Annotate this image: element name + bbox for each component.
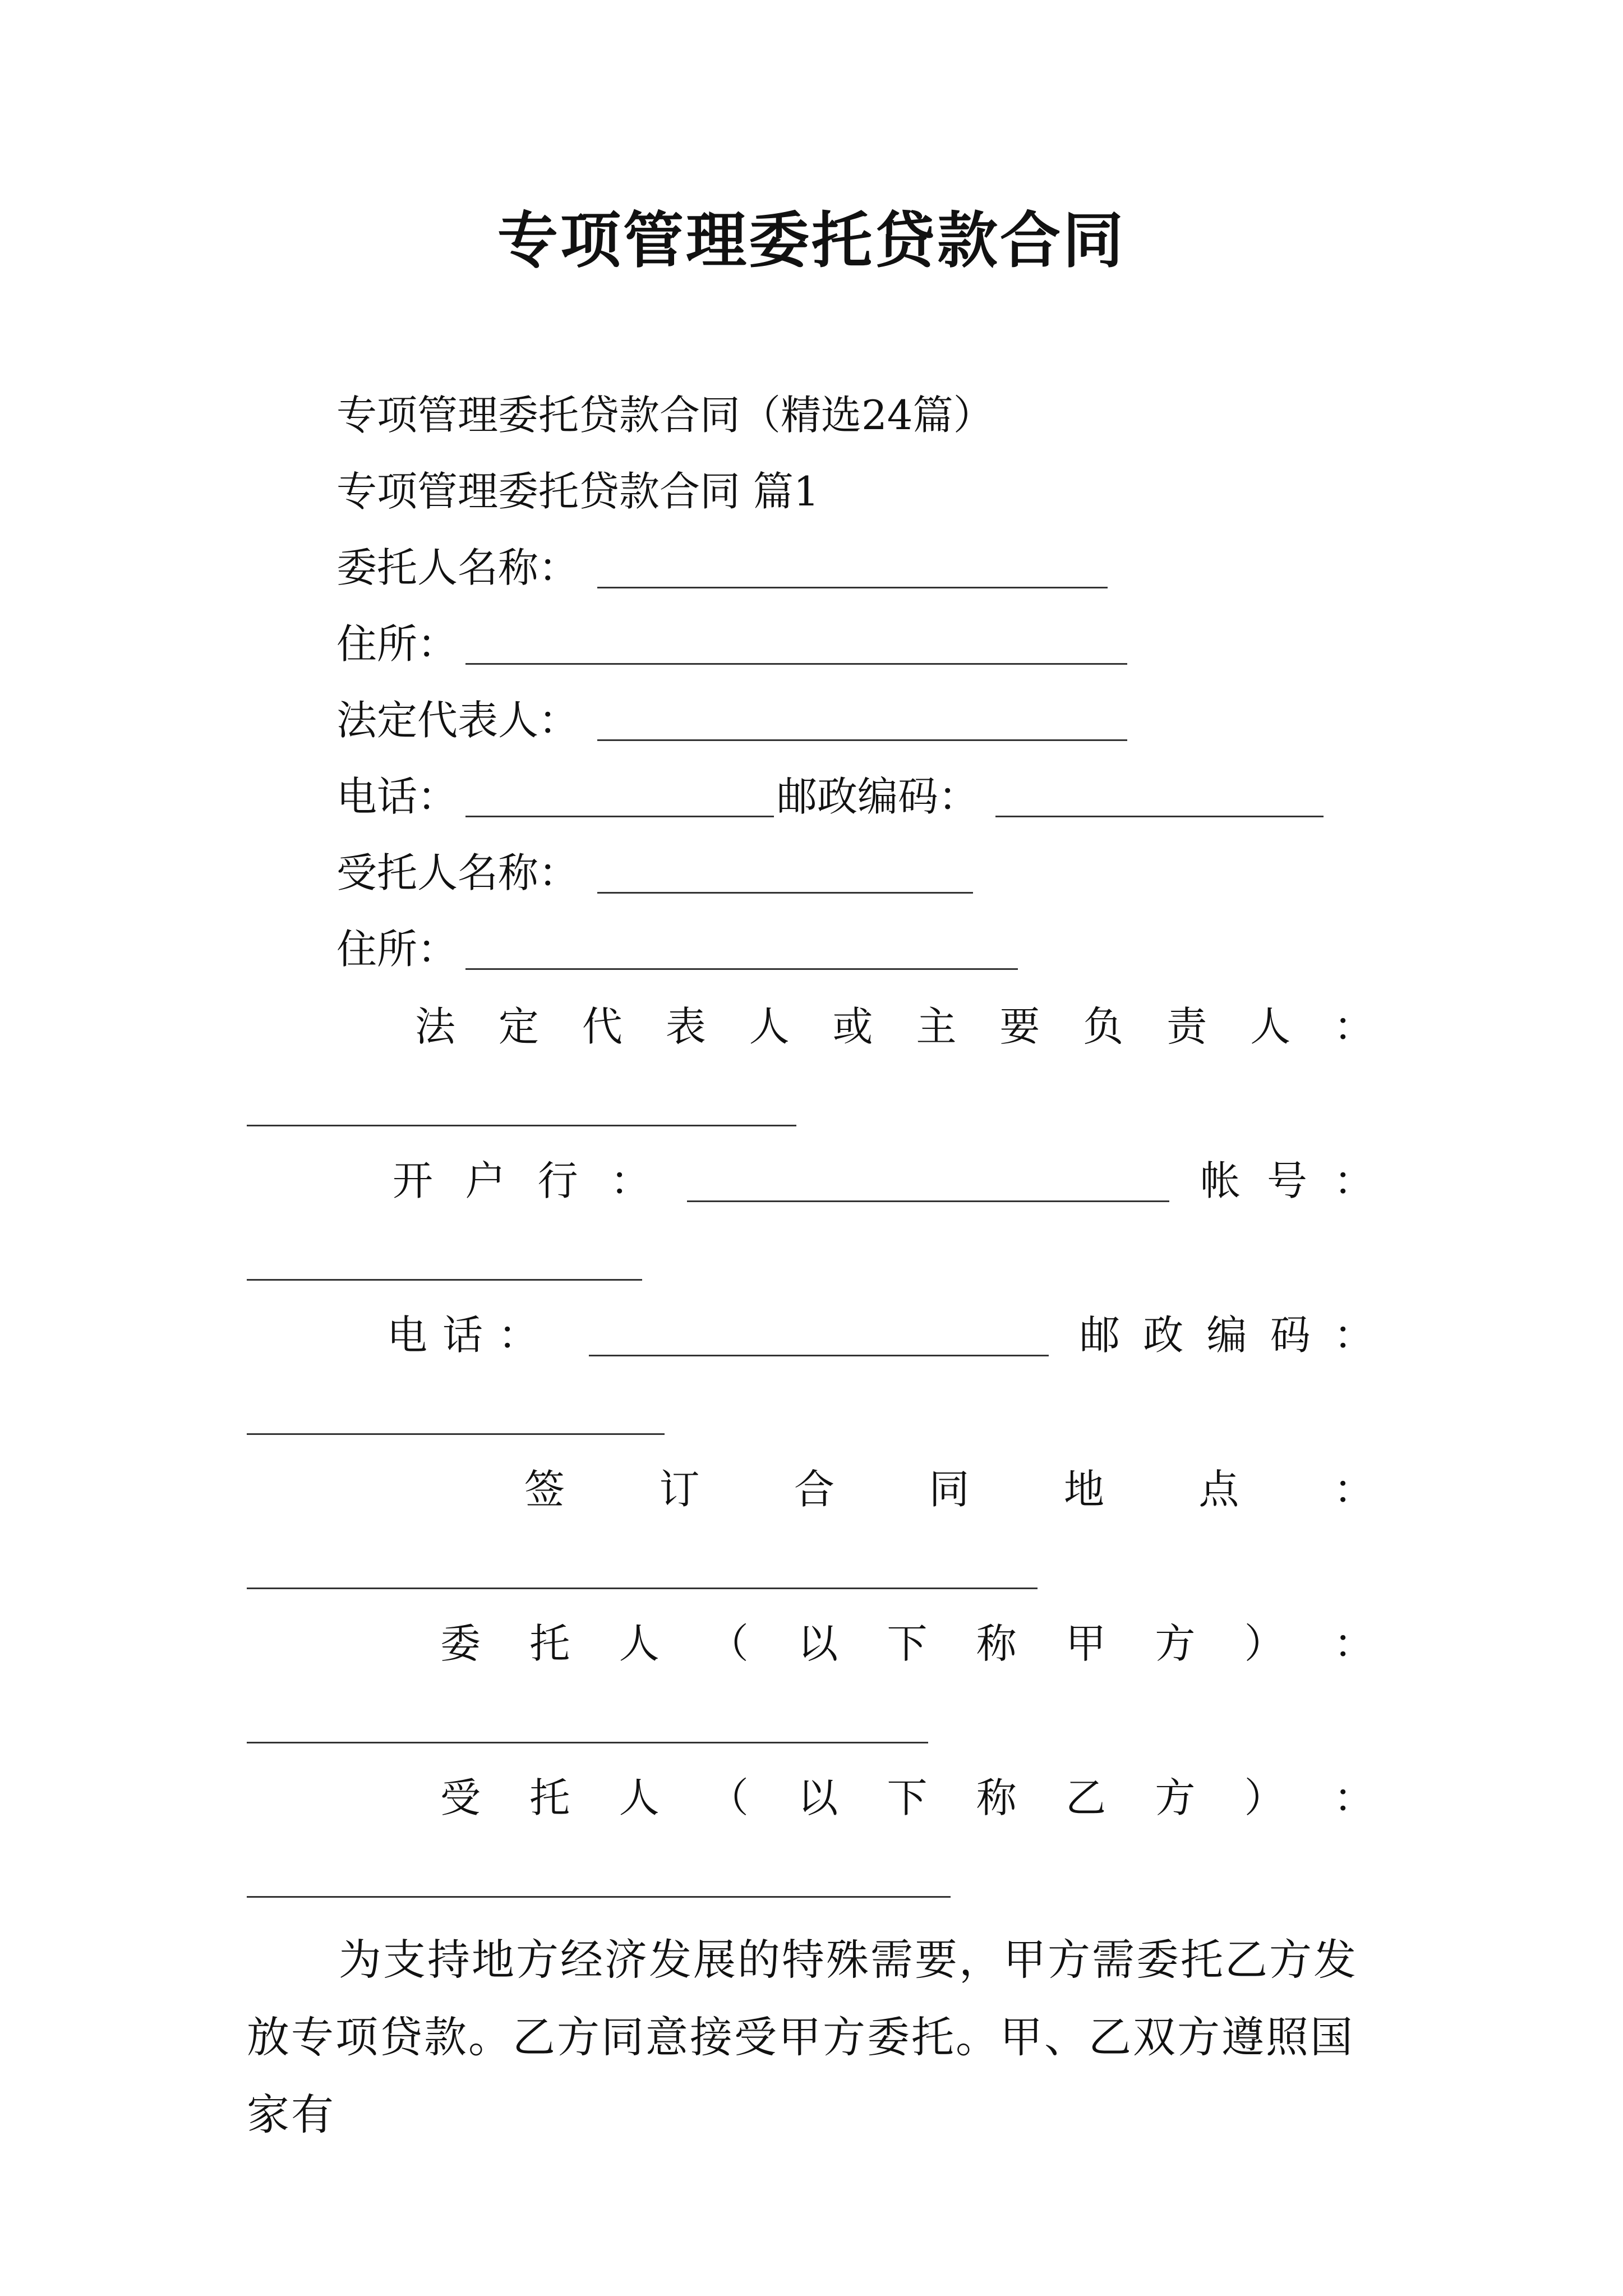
phone-2-label <box>387 1307 538 1363</box>
char: 编 <box>1206 1312 1247 1359</box>
char: 号 <box>1266 1157 1307 1204</box>
sign-place-label <box>524 1461 1374 1517</box>
account-label <box>1200 1153 1374 1209</box>
section-heading: 专项管理委托贷款合同 篇1 <box>336 468 819 515</box>
legal-rep-or-head-blank[interactable] <box>247 1125 796 1126</box>
char: 电 <box>387 1312 428 1359</box>
char: 责 <box>1166 1003 1207 1050</box>
char: 受 <box>440 1774 481 1821</box>
address-2-blank[interactable] <box>465 968 1018 970</box>
char: 话 <box>442 1312 483 1359</box>
account-blank[interactable] <box>247 1279 642 1281</box>
phone-1-blank[interactable] <box>465 816 774 817</box>
char: 开 <box>393 1157 434 1204</box>
char: （ <box>708 1620 749 1667</box>
char: 点 <box>1198 1466 1239 1513</box>
legal-rep-or-head-label <box>415 999 1374 1055</box>
trustee-name-label: 受托人名称： <box>336 849 579 896</box>
char: 法 <box>415 1003 456 1050</box>
char: ： <box>1333 1774 1374 1821</box>
char: 代 <box>582 1003 623 1050</box>
char: 地 <box>1063 1466 1104 1513</box>
char: ） <box>1244 1620 1285 1667</box>
char: 政 <box>1143 1312 1184 1359</box>
legal-rep-blank[interactable] <box>597 739 1127 741</box>
address-1-label: 住所： <box>336 620 458 668</box>
phone-1-label: 电话： <box>336 773 458 820</box>
entrustor-name-label: 委托人名称： <box>336 544 579 591</box>
char: 或 <box>832 1003 873 1050</box>
document-title: 专项管理委托贷款合同 <box>497 206 1126 276</box>
char: 甲 <box>1066 1620 1106 1667</box>
char: ： <box>1333 1003 1374 1050</box>
char: 主 <box>916 1003 957 1050</box>
char: 下 <box>887 1620 928 1667</box>
bank-label <box>393 1153 651 1209</box>
phone-2-blank[interactable] <box>589 1355 1049 1356</box>
char: 要 <box>999 1003 1040 1050</box>
char: ： <box>610 1157 651 1204</box>
char: 称 <box>976 1620 1017 1667</box>
party-b-blank[interactable] <box>247 1896 951 1898</box>
char: ） <box>1244 1774 1285 1821</box>
char: 户 <box>465 1157 506 1204</box>
char: 负 <box>1083 1003 1124 1050</box>
address-2-label: 住所： <box>336 926 458 973</box>
legal-rep-label: 法定代表人： <box>336 697 579 744</box>
char: 码 <box>1270 1312 1311 1359</box>
party-b-label <box>440 1770 1374 1826</box>
char: ： <box>497 1312 538 1359</box>
char: 帐 <box>1200 1157 1241 1204</box>
char: 行 <box>537 1157 578 1204</box>
postcode-2-label <box>1080 1307 1374 1363</box>
char: 委 <box>440 1620 481 1667</box>
char: ： <box>1333 1157 1374 1204</box>
postcode-1-label: 邮政编码： <box>777 773 979 820</box>
char: （ <box>708 1774 749 1821</box>
bank-blank[interactable] <box>687 1200 1169 1202</box>
char: 定 <box>498 1003 539 1050</box>
char: 邮 <box>1080 1312 1121 1359</box>
party-a-label <box>440 1616 1374 1672</box>
sign-place-blank[interactable] <box>247 1588 1038 1589</box>
char: 乙 <box>1066 1774 1106 1821</box>
char: 方 <box>1155 1620 1196 1667</box>
char: 合 <box>794 1466 834 1513</box>
char: ： <box>1333 1312 1374 1359</box>
document-subtitle: 专项管理委托贷款合同（精选24篇） <box>336 392 994 439</box>
char: 同 <box>929 1466 970 1513</box>
char: 称 <box>976 1774 1017 1821</box>
address-1-blank[interactable] <box>465 663 1127 665</box>
char: 人 <box>749 1003 790 1050</box>
postcode-1-blank[interactable] <box>995 816 1324 817</box>
char: 托 <box>529 1774 570 1821</box>
char: 托 <box>529 1620 570 1667</box>
char: 方 <box>1155 1774 1196 1821</box>
char: 人 <box>619 1620 660 1667</box>
char: 表 <box>665 1003 706 1050</box>
char: 以 <box>797 1620 838 1667</box>
party-a-blank[interactable] <box>247 1742 928 1743</box>
char: 签 <box>524 1466 565 1513</box>
char: 人 <box>1250 1003 1291 1050</box>
char: ： <box>1333 1620 1374 1667</box>
char: 以 <box>797 1774 838 1821</box>
trustee-name-blank[interactable] <box>597 892 973 894</box>
char: 订 <box>659 1466 700 1513</box>
char: ： <box>1333 1466 1374 1513</box>
body-paragraph: 为支持地方经济发展的特殊需要，甲方需委托乙方发放专项贷款。乙方同意接受甲方委托。甲、乙双方遵照国家有 <box>247 1935 1358 2139</box>
postcode-2-blank[interactable] <box>247 1433 665 1435</box>
entrustor-name-blank[interactable] <box>597 587 1108 588</box>
char: 下 <box>887 1774 928 1821</box>
char: 人 <box>619 1774 660 1821</box>
